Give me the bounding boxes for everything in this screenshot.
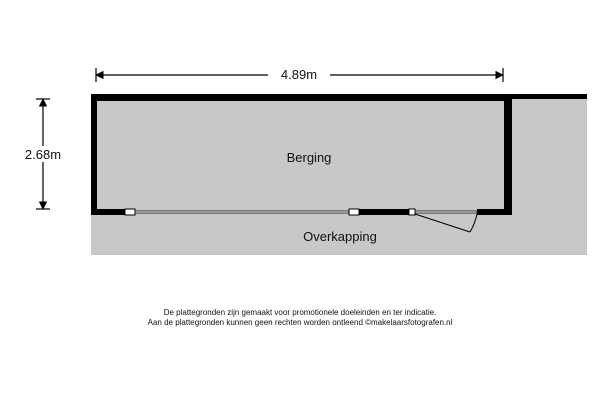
storage-room-label: Berging <box>286 150 332 165</box>
height-dimension-label: 2.68m <box>24 147 62 162</box>
canopy-right-area <box>510 98 587 255</box>
wall-top <box>91 94 512 101</box>
disclaimer-line-1: De plattegronden zijn gemaakt voor promotionele doeleinden en ter indicatie. <box>163 308 437 317</box>
canopy-label: Overkapping <box>303 229 377 244</box>
top-wall-extension <box>510 94 587 99</box>
window-2 <box>349 209 359 215</box>
wall-left <box>91 94 97 215</box>
disclaimer-line-2: Aan de plattegronden kunnen geen rechten worden ontleend ©makelaarsfotografen.nl <box>147 318 453 327</box>
window-1 <box>125 209 135 215</box>
width-dimension-label: 4.89m <box>280 67 318 82</box>
wall-right <box>504 94 512 215</box>
wall-bottom-mid-2 <box>359 209 411 215</box>
door-jamb-left <box>409 209 415 215</box>
door-opening <box>415 211 477 213</box>
wall-bottom-left <box>91 209 125 215</box>
wall-bottom-mid-1 <box>135 211 349 213</box>
wall-bottom-right <box>477 209 512 215</box>
